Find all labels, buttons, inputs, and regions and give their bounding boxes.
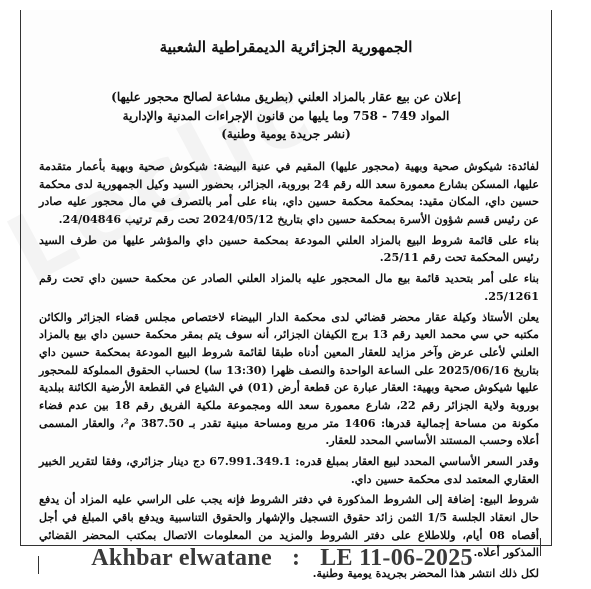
paragraph-1: لفائدة: شيكوش صحية وبهية (محجور عليها) المقيم في عنية البيضة: شيكوش صحية وبهية بأعمار متقدمة عليها، المسكن بشارع معمورة سعد الله رقم 24 بوروبة، الجزائر، بحضور السيد وكيل الجمهورية لدى محكمة حسين داي، المكان مقيد: بمحكمة محكمة حسين داي، بناء على أمر بالتصرف في مال محجور عليه صادر عن رئيس قسم شؤون الأسرة بمحكمة حسين داي بتاريخ 2024/05/12 تحت رقم ترتيب 24/04846. (39, 159, 539, 227)
notice-subtitle (71, 88, 501, 144)
paragraph-4: يعلن الأستاذ وكيلة عقار محضر قضائي لدى محكمة الدار البيضاء لاختصاص مجلس قضاء الجزائر والكائن مكتبه حي سي محمد العيد رقم 13 برج الكيفان الجزائر، أنه سوف يتم بمقر محكمة حسين داي بيع بالمزاد العلني لأعلى عرض وآخر مزايد للعقار المعين أدناه طبقا لقائمة شروط البيع المودعة بمحكمة حسين داي بتاريخ 2025/06/16 على الساعة الواحدة والنصف ظهرا (13:30 سا) لحساب الحقوق المملوكة للمحجور عليها شيكوش صحية وبهية: العقار عبارة عن قطعة أرض (01) في الشياع في القطعة الأرضية الكائنة ببلدية بوروبة ولاية الجزائر رقم 22، شارع معمورة سعد الله ومجموعة ملكية الفريق رقم 18 بين عدم فضاء مكونة من مساحة إجمالية قدرها: 1406 متر مربع ومساحة مبنية تقدر بـ 387.50 م²، والعقار المسمى أعلاه وحسب المستند الأساسي المحدد للعقار. (39, 309, 539, 448)
subtitle-line-1: إعلان عن بيع عقار بالمزاد العلني (بطريق مشاعة لصالح محجور عليها) (111, 90, 461, 104)
notice-body (39, 158, 539, 586)
caption-separator: : (291, 545, 301, 571)
paragraph-3: بناء على أمر بتحديد قائمة بيع مال المحجور عليه بالمزاد العلني الصادر عن محكمة حسين داي تحت رقم 25/1261. (39, 271, 539, 303)
subtitle-line-2: المواد 749 - 758 وما يليها من قانون الإجراءات المدنية والإدارية (122, 108, 450, 123)
paragraph-7: لكل ذلك انتشر هذا المحضر بجريدة يومية وطنية. (312, 566, 539, 581)
subtitle-line-3: (نشر جريدة يومية وطنية) (221, 127, 351, 142)
paragraph-5: وقدر السعر الأساسي المحدد لبيع العقار بمبلغ قدره: 67.991.349.1 دج دينار جزائري، وفقا لتقرير الخبير العقاري المعتمد لدى محكمة حسين داي. (39, 454, 539, 486)
notice-header: الجمهورية الجزائرية الديمقراطية الشعبية (159, 38, 413, 56)
publication-caption (0, 545, 564, 572)
publication-name: Akhbar elwatane (91, 545, 272, 571)
paragraph-6: شروط البيع: إضافة إلى الشروط المذكورة في دفتر الشروط فإنه يجب على الراسي عليه المزاد أن يدفع حال انعقاد الجلسة 1/5 الثمن زائد حقوق التسجيل والإشهار والحقوق التناسبية ويدفع باقي المبلغ في أجل أقصاه 08 أيام، وللاطلاع على دفتر الشروط والمزيد من المعلومات الاتصال بمكتب المحضر القضائي المذكور أعلاه. (39, 492, 539, 560)
paragraph-2: بناء على قائمة شروط البيع بالمزاد العلني المودعة بمحكمة حسين داي والمؤشر عليها من طرف السيد رئيس المحكمة تحت رقم 25/11. (39, 232, 539, 265)
publication-date: LE 11-06-2025 (320, 545, 473, 571)
